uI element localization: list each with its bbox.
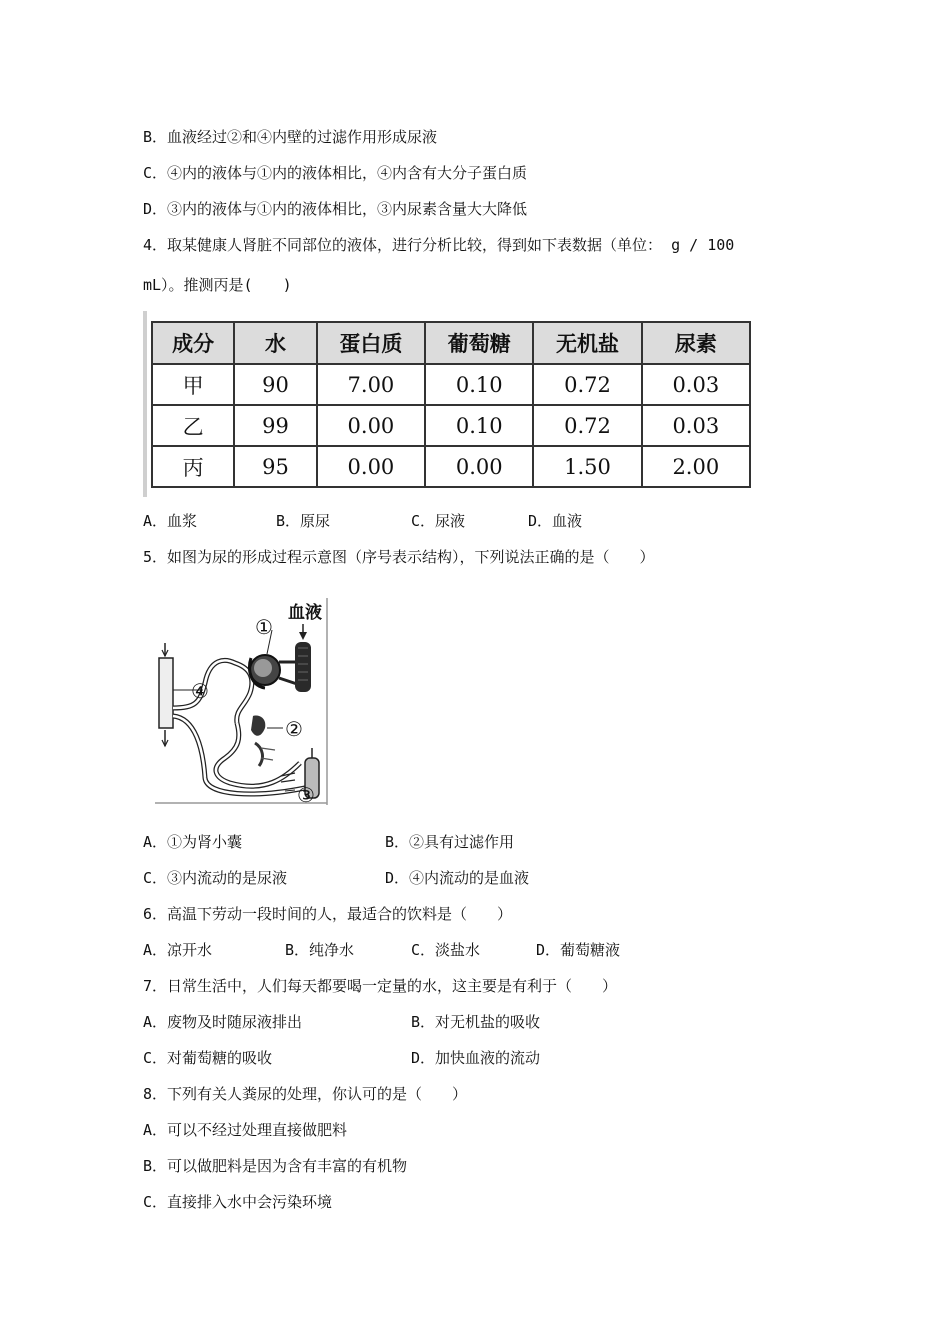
- table-cell: 99: [234, 405, 316, 446]
- table-cell: 丙: [152, 446, 234, 487]
- table-cell: 乙: [152, 405, 234, 446]
- q5-stem: 5．如图为尿的形成过程示意图（序号表示结构），下列说法正确的是（ ）: [143, 548, 655, 566]
- q3-option-d: D．③内的液体与①内的液体相比，③内尿素含量大大降低: [143, 200, 528, 218]
- q6-option-a: A．凉开水: [143, 941, 213, 959]
- q8-option-b: B．可以做肥料是因为含有丰富的有机物: [143, 1157, 408, 1175]
- q7-stem: 7．日常生活中，人们每天都要喝一定量的水，这主要是有利于（ ）: [143, 977, 618, 995]
- q4-option-d: D．血液: [528, 512, 583, 530]
- q7-option-a: A．废物及时随尿液排出: [143, 1013, 303, 1031]
- table-cell: 1.50: [533, 446, 641, 487]
- diagram-label-4: ④: [191, 679, 209, 703]
- q6-option-b: B．纯净水: [285, 941, 355, 959]
- table-row: [152, 446, 750, 487]
- q8-stem: 8．下列有关人粪尿的处理，你认可的是（ ）: [143, 1085, 468, 1103]
- q8-option-a: A．可以不经过处理直接做肥料: [143, 1121, 348, 1139]
- q5-option-c: C．③内流动的是尿液: [143, 869, 288, 887]
- table-header-cell: 蛋白质: [317, 322, 425, 364]
- table-header-row: [152, 322, 750, 364]
- urine-formation-diagram: [155, 598, 330, 805]
- table-cell: 7.00: [317, 364, 425, 405]
- table-cell: 90: [234, 364, 316, 405]
- q5-option-b: B．②具有过滤作用: [385, 833, 515, 851]
- q7-option-c: C．对葡萄糖的吸收: [143, 1049, 273, 1067]
- q6-option-c: C．淡盐水: [411, 941, 481, 959]
- table-cell: 95: [234, 446, 316, 487]
- diagram-label-blood: 血液: [288, 603, 322, 623]
- table-header-cell: 水: [234, 322, 316, 364]
- q6-option-d: D．葡萄糖液: [536, 941, 621, 959]
- table-scan-edge: [143, 311, 147, 497]
- q4-option-c: C．尿液: [411, 512, 466, 530]
- q3-option-c: C．④内的液体与①内的液体相比，④内含有大分子蛋白质: [143, 164, 528, 182]
- q3-option-b: B．血液经过②和④内壁的过滤作用形成尿液: [143, 128, 438, 146]
- q4-stem-line2: mL）。推测丙是( ): [143, 276, 292, 294]
- table-header-cell: 葡萄糖: [425, 322, 533, 364]
- q4-option-b: B．原尿: [276, 512, 331, 530]
- table-cell: 0.72: [533, 405, 641, 446]
- q5-option-a: A．①为肾小囊: [143, 833, 243, 851]
- table-cell: 0.00: [317, 405, 425, 446]
- q5-option-d: D．④内流动的是血液: [385, 869, 530, 887]
- table-row: [152, 405, 750, 446]
- q7-option-d: D．加快血液的流动: [411, 1049, 541, 1067]
- diagram-label-1: ①: [255, 615, 273, 639]
- table-cell: 0.72: [533, 364, 641, 405]
- table-row: [152, 364, 750, 405]
- table-cell: 0.00: [317, 446, 425, 487]
- table-cell: 0.10: [425, 405, 533, 446]
- table-header-cell: 成分: [152, 322, 234, 364]
- q4-data-table-container: [143, 311, 751, 497]
- diagram-label-2: ②: [285, 717, 303, 741]
- q7-option-b: B．对无机盐的吸收: [411, 1013, 541, 1031]
- table-cell: 甲: [152, 364, 234, 405]
- table-cell: 0.00: [425, 446, 533, 487]
- q8-option-c: C．直接排入水中会污染环境: [143, 1193, 333, 1211]
- table-cell: 0.10: [425, 364, 533, 405]
- table-header-cell: 无机盐: [533, 322, 641, 364]
- q6-stem: 6．高温下劳动一段时间的人，最适合的饮料是（ ）: [143, 905, 513, 923]
- diagram-label-3: ③: [297, 783, 315, 805]
- table-cell: 0.03: [642, 364, 750, 405]
- q4-stem-line1: 4．取某健康人肾脏不同部位的液体，进行分析比较，得到如下表数据（单位： g / 100: [143, 236, 735, 254]
- table-header-cell: 尿素: [642, 322, 750, 364]
- q4-data-table: [151, 321, 751, 488]
- table-cell: 0.03: [642, 405, 750, 446]
- table-cell: 2.00: [642, 446, 750, 487]
- q4-option-a: A．血浆: [143, 512, 198, 530]
